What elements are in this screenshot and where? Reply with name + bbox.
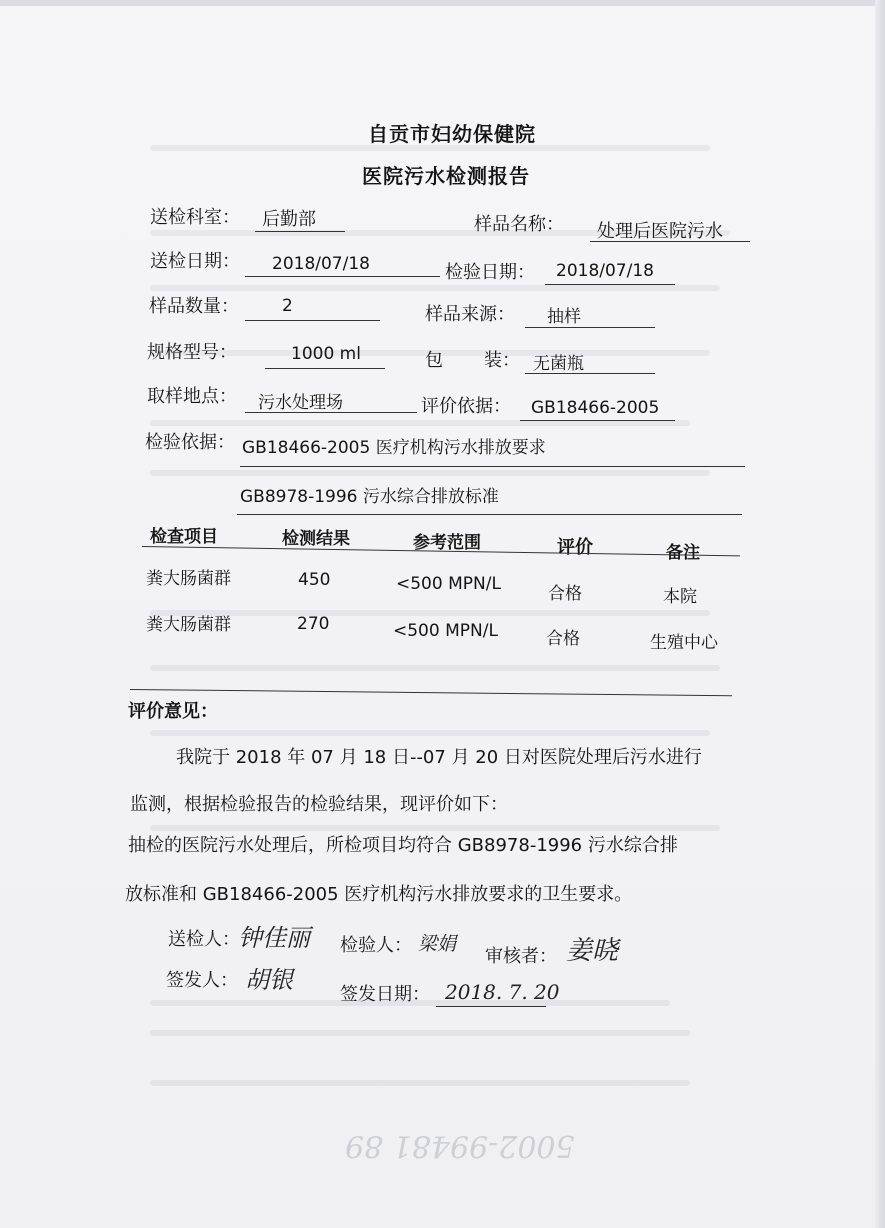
submit-date-value: 2018/07/18: [272, 254, 370, 274]
row2-range: <500 MPN/L: [393, 621, 498, 641]
table-header-remark: 备注: [666, 543, 700, 563]
show-through-text: [150, 1030, 690, 1036]
show-through-text: [150, 470, 710, 476]
dept-label: 送检科室：: [150, 207, 240, 228]
qty-underline: [245, 320, 380, 321]
issue-date-value: 2018. 7. 20: [445, 980, 560, 1004]
show-through-text: [150, 730, 710, 736]
opinion-line-3: 抽检的医院污水处理后，所检项目均符合 GB8978-1996 污水综合排: [128, 835, 678, 856]
inspector-label: 检验人：: [340, 935, 412, 956]
paper-top-edge: [0, 0, 885, 6]
table-header-result: 检测结果: [282, 529, 350, 549]
dept-underline: [255, 231, 345, 232]
pack-value: 无菌瓶: [533, 354, 584, 374]
test-basis-value-2: GB8978-1996 污水综合排放标准: [240, 487, 499, 507]
qty-label: 样品数量：: [149, 296, 239, 317]
row1-eval: 合格: [548, 584, 582, 604]
pack-label-2: 装：: [484, 350, 520, 371]
submit-date-label: 送检日期：: [150, 251, 240, 272]
location-value: 污水处理场: [258, 393, 343, 413]
show-through-text: [150, 1080, 690, 1086]
spec-underline: [265, 368, 385, 369]
show-through-text: [150, 285, 720, 291]
test-date-value: 2018/07/18: [556, 261, 654, 281]
location-underline: [245, 412, 417, 413]
sample-name-value: 处理后医院污水: [597, 221, 723, 242]
test-date-underline: [545, 284, 675, 285]
spec-label: 规格型号：: [147, 342, 237, 363]
table-header-eval: 评价: [557, 537, 593, 558]
show-through-text: [150, 665, 720, 671]
submitter-label: 送检人：: [168, 929, 240, 950]
opinion-line-4: 放标准和 GB18466-2005 医疗机构污水排放要求的卫生要求。: [125, 884, 633, 905]
qty-value: 2: [282, 296, 293, 316]
issue-date-underline: [436, 1006, 546, 1007]
location-label: 取样地点：: [147, 386, 237, 407]
submit-date-underline: [245, 276, 440, 277]
remark-line-2: 生殖中心: [650, 633, 718, 653]
hospital-name: 自贡市妇幼保健院: [368, 122, 536, 146]
remark-line-1: 本院: [663, 587, 697, 607]
reviewer-label: 审核者：: [485, 946, 557, 967]
show-through-text: [150, 610, 710, 616]
row1-range: <500 MPN/L: [396, 574, 501, 594]
row2-eval: 合格: [546, 629, 580, 649]
eval-basis-label: 评价依据：: [421, 396, 511, 417]
eval-basis-underline: [520, 420, 675, 421]
row2-item: 粪大肠菌群: [146, 615, 231, 635]
row1-item: 粪大肠菌群: [146, 569, 231, 589]
report-title: 医院污水检测报告: [362, 164, 530, 188]
test-basis-underline-2: [237, 514, 742, 515]
submitter-signature: 钟佳丽: [238, 924, 310, 952]
pack-label-1: 包: [425, 350, 443, 371]
test-basis-value-1: GB18466-2005 医疗机构污水排放要求: [242, 438, 546, 458]
sample-name-label: 样品名称：: [474, 214, 564, 235]
issuer-signature: 胡银: [245, 966, 293, 994]
opinion-label: 评价意见：: [128, 701, 218, 722]
row2-result: 270: [297, 614, 330, 634]
paper-right-edge: [875, 0, 885, 1228]
pack-underline: [525, 373, 655, 374]
issuer-label: 签发人：: [166, 970, 238, 991]
issue-date-label: 签发日期：: [340, 984, 430, 1005]
spec-value: 1000 ml: [291, 344, 361, 364]
reviewer-signature: 姜晓: [566, 936, 619, 966]
test-basis-underline-1: [240, 466, 745, 467]
table-header-item: 检查项目: [150, 527, 218, 547]
source-label: 样品来源：: [425, 304, 515, 325]
row1-result: 450: [298, 570, 331, 590]
dept-value: 后勤部: [262, 209, 316, 230]
source-value: 抽样: [547, 307, 581, 327]
table-bottom-rule: [130, 689, 732, 696]
inspector-signature: 梁娟: [418, 933, 457, 955]
sample-name-underline: [590, 241, 750, 242]
eval-basis-value: GB18466-2005: [531, 398, 660, 418]
test-date-label: 检验日期：: [445, 262, 535, 283]
table-header-range: 参考范围: [413, 533, 481, 553]
source-underline: [525, 327, 655, 328]
test-basis-label: 检验依据：: [145, 432, 235, 453]
opinion-line-2: 监测，根据检验报告的检验结果，现评价如下：: [130, 794, 508, 815]
show-through-handwriting: 5002-99481 89: [345, 1128, 575, 1163]
opinion-line-1: 我院于 2018 年 07 月 18 日--07 月 20 日对医院处理后污水进行: [176, 747, 702, 768]
